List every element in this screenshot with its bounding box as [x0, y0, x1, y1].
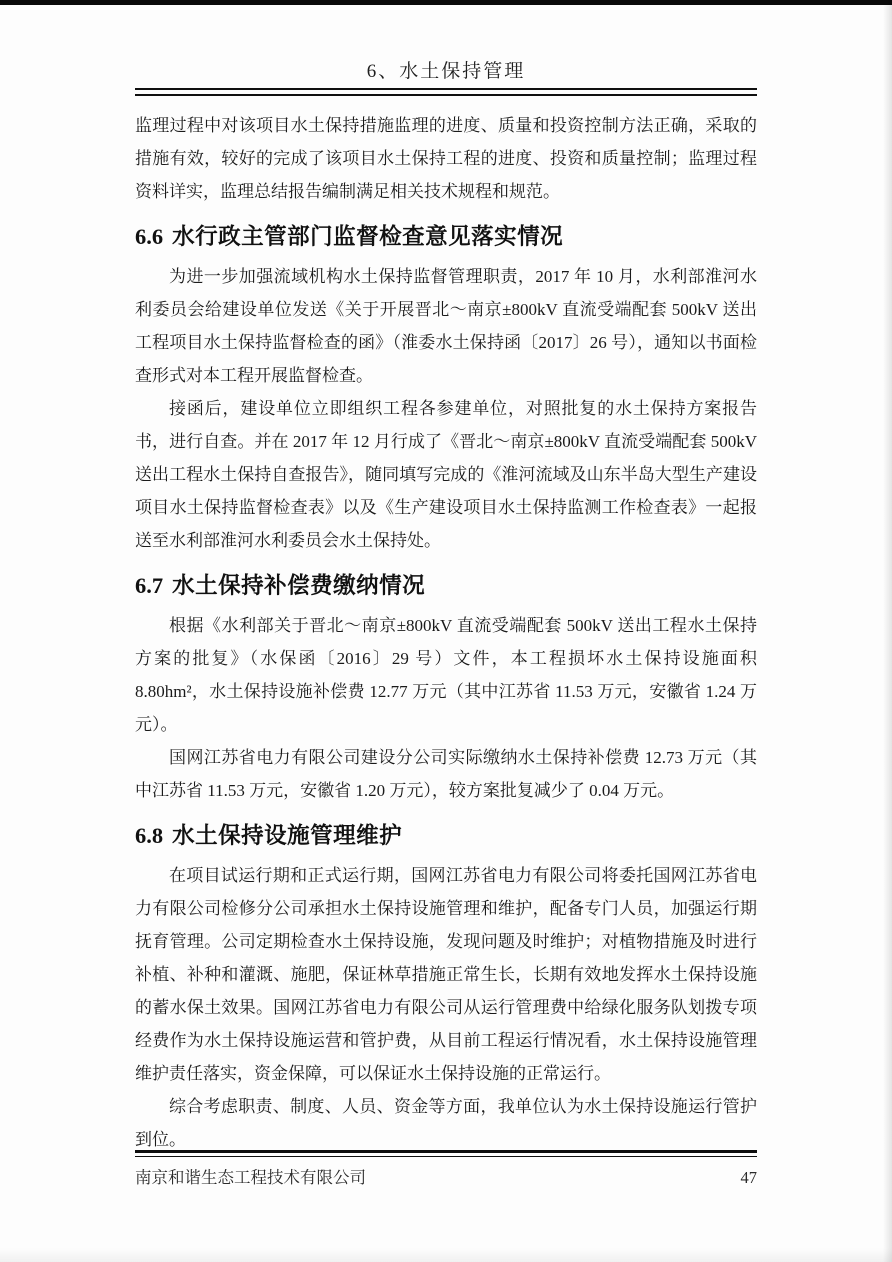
- page-number: 47: [740, 1167, 757, 1187]
- paragraph: 为进一步加强流域机构水土保持监督管理职责，2017 年 10 月，水利部淮河水利委员会给建设单位发送《关于开展晋北～南京±800kV 直流受端配套 500kV 送出工程项目水土保持监督检查的函》（淮委水土保持函〔2017〕26 号），通知以书面检查形式对本工程开展监督检查。: [135, 267, 757, 385]
- footer-rule: [135, 1150, 757, 1157]
- scan-edge-bottom: [0, 1248, 892, 1262]
- running-header-title: 6、水土保持管理: [366, 61, 526, 82]
- footer-company-name: 南京和谐生态工程技术有限公司: [135, 1167, 366, 1187]
- document-content: [135, 109, 757, 1156]
- paragraph: 接函后，建设单位立即组织工程各参建单位，对照批复的水土保持方案报告书，进行自查。并在 2017 年 12 月行成了《晋北～南京±800kV 直流受端配套 500kV 送出工程水土保持自查报告》，随同填写完成的《淮河流域及山东半岛大型生产建设项目水土保持监督检查表》以及《生产建设项目水土保持监测工作检查表》一起报送至水利部淮河水利委员会水土保持处。: [135, 399, 757, 550]
- page-body: [135, 0, 757, 1156]
- section-number: 6.7: [135, 573, 164, 598]
- section-title: 水行政主管部门监督检查意见落实情况: [172, 224, 564, 249]
- paragraph: 在项目试运行期和正式运行期，国网江苏省电力有限公司将委托国网江苏省电力有限公司检修分公司承担水土保持设施管理和维护，配备专门人员，加强运行期抚育管理。公司定期检查水土保持设施，发现问题及时维护；对植物措施及时进行补植、补种和灌溉、施肥，保证林草措施正常生长，长期有效地发挥水土保持设施的蓄水保土效果。国网江苏省电力有限公司从运行管理费中给绿化服务队划拨专项经费作为水土保持设施运营和管护费，从目前工程运行情况看，水土保持设施管理维护责任落实，资金保障，可以保证水土保持设施的正常运行。: [135, 866, 757, 1083]
- section-title: 水土保持补偿费缴纳情况: [172, 573, 426, 598]
- page-footer: [135, 1150, 757, 1188]
- section-number: 6.8: [135, 823, 164, 848]
- scan-edge-right: [883, 0, 892, 1262]
- paragraph: 根据《水利部关于晋北～南京±800kV 直流受端配套 500kV 送出工程水土保持方案的批复》（水保函〔2016〕29 号）文件，本工程损坏水土保持设施面积 8.80hm²，水土保持设施补偿费 12.77 万元（其中江苏省 11.53 万元，安徽省 1.24 万元）。: [135, 616, 757, 734]
- section-heading-6-8: [135, 819, 757, 852]
- intro-paragraph: 监理过程中对该项目水土保持措施监理的进度、质量和投资控制方法正确，采取的措施有效，较好的完成了该项目水土保持工程的进度、投资和质量控制；监理过程资料详实，监理总结报告编制满足相关技术规程和规范。: [135, 116, 757, 201]
- section-heading-6-6: [135, 220, 757, 253]
- section-number: 6.6: [135, 224, 164, 249]
- section-title: 水土保持设施管理维护: [172, 823, 403, 848]
- paragraph: 国网江苏省电力有限公司建设分公司实际缴纳水土保持补偿费 12.73 万元（其中江苏省 11.53 万元，安徽省 1.20 万元），较方案批复减少了 0.04 万元。: [135, 748, 757, 800]
- header-rule: [135, 88, 757, 96]
- paragraph: 综合考虑职责、制度、人员、资金等方面，我单位认为水土保持设施运行管护到位。: [135, 1097, 757, 1149]
- section-heading-6-7: [135, 569, 757, 602]
